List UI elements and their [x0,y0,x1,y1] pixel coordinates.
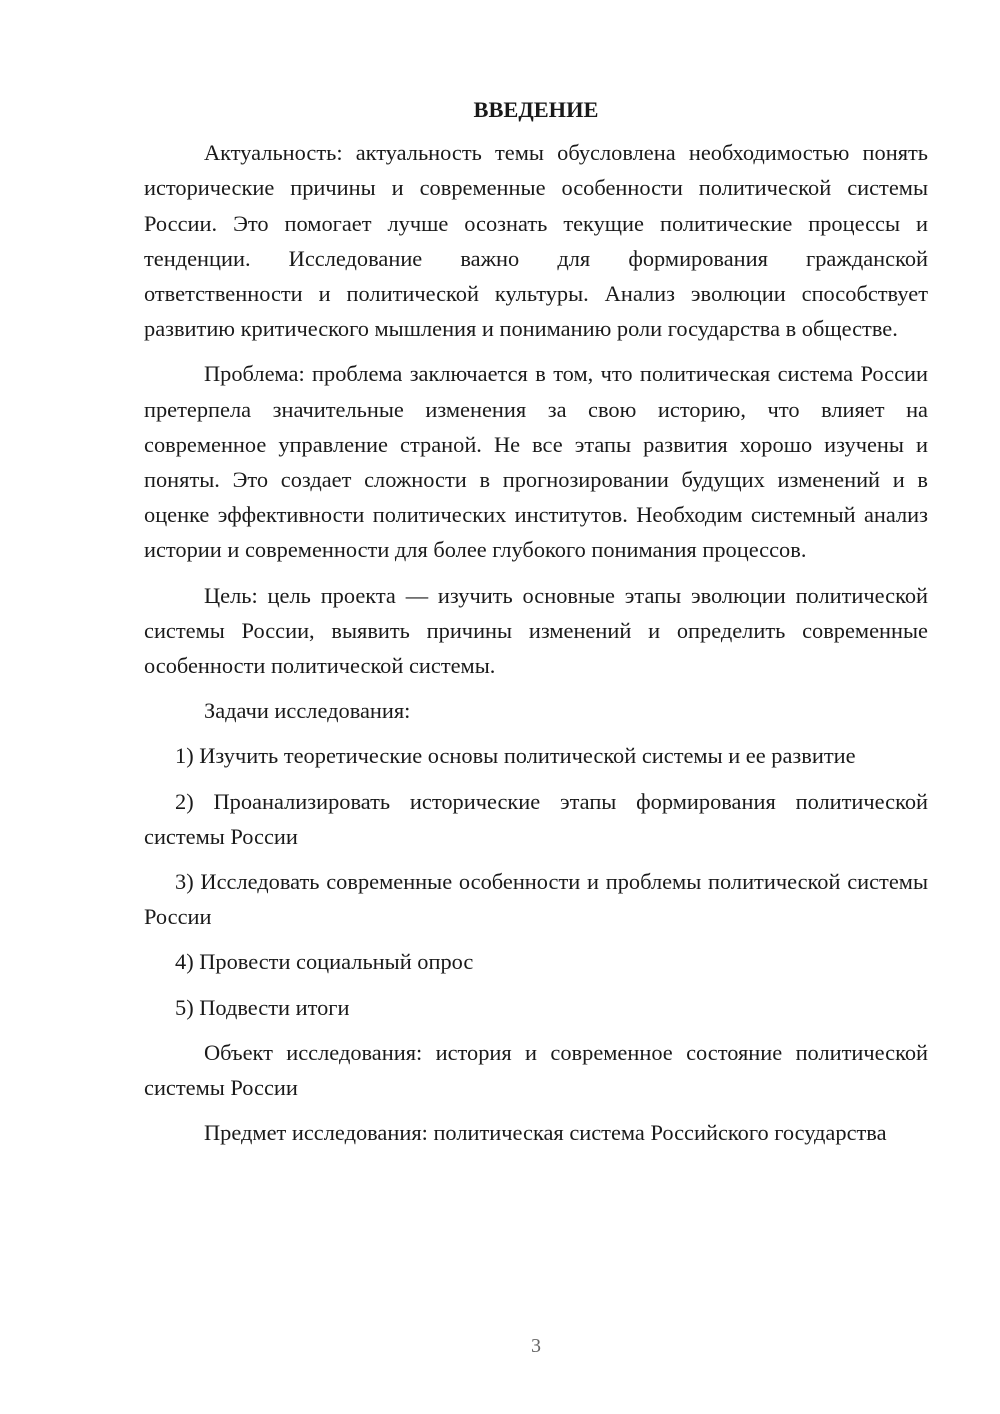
paragraph-relevance: Актуальность: актуальность темы обусловлена необходимостью понять исторические причины и современные особенности политической системы России. Это помогает лучше осознать текущие политические процессы и тенденции. Исследование важно для формирования гражданской ответственности и политической культуры. Анализ эволюции способствует развитию критического мышления и пониманию роли государства в обществе. [144,140,928,342]
task-item-4: 4) Провести социальный опрос [175,949,474,975]
paragraph-tasks-heading: Задачи исследования: [204,698,411,724]
paragraph-object: Объект исследования: история и современное состояние политической системы России [144,1039,928,1101]
document-body [144,92,928,1160]
section-title: ВВЕДЕНИЕ [473,97,599,122]
task-item-5: 5) Подвести итоги [175,994,350,1020]
paragraph-goal: Цель: цель проекта — изучить основные этапы эволюции политической системы России, выявить причины изменений и определить современные особенности политической системы. [144,582,928,679]
paragraph-subject: Предмет исследования: политическая система Российского государства [204,1120,887,1146]
task-item-3: 3) Исследовать современные особенности и проблемы политической системы России [144,869,928,930]
paragraph-problem: Проблема: проблема заключается в том, что политическая система России претерпела значительные изменения за свою историю, что влияет на современное управление страной. Не все этапы развития хорошо изучены и поняты. Это создает сложности в прогнозировании будущих изменений и в оценке эффективности политических институтов. Необходим системный анализ истории и современности для более глубокого понимания процессов. [144,361,928,563]
task-item-1: 1) Изучить теоретические основы политической системы и ее развитие [175,743,856,769]
task-item-2: 2) Проанализировать исторические этапы формирования политической системы России [144,788,928,849]
page-number: 3 [531,1335,541,1357]
